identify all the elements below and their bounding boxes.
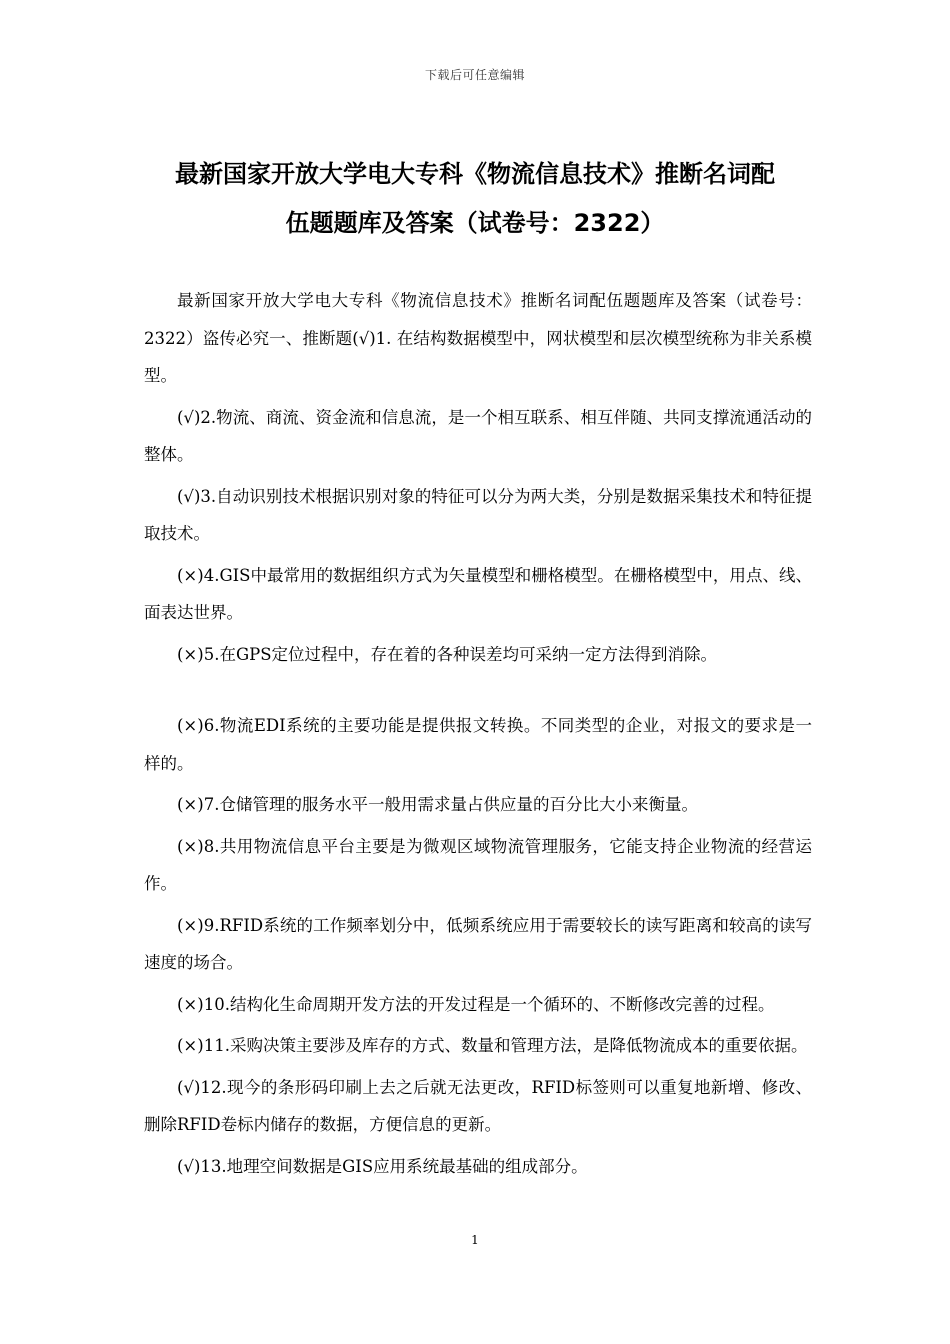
document-body	[144, 282, 812, 1189]
paragraph-item-12: (√)12.现今的条形码印刷上去之后就无法更改，RFID标签则可以重复地新增、修改、删除RFID卷标内储存的数据，方便信息的更新。	[144, 1077, 812, 1134]
paragraph-item-7: (×)7.仓储管理的服务水平一般用需求量占供应量的百分比大小来衡量。	[177, 795, 698, 814]
paragraph-item-3: (√)3.自动识别技术根据识别对象的特征可以分为两大类，分别是数据采集技术和特征提取技术。	[144, 486, 812, 543]
document-title	[100, 150, 850, 248]
page-number: 1	[471, 1233, 479, 1247]
paragraph-item-10: (×)10.结构化生命周期开发方法的开发过程是一个循环的、不断修改完善的过程。	[177, 994, 775, 1014]
paragraph-intro: 最新国家开放大学电大专科《物流信息技术》推断名词配伍题题库及答案（试卷号：2322）盗传必究一、推断题(√)1. 在结构数据模型中，网状模型和层次模型统称为非关系模型。	[144, 291, 812, 385]
paragraph-item-9: (×)9.RFID系统的工作频率划分中，低频系统应用于需要较长的读写距离和较高的读写速度的场合。	[144, 915, 812, 972]
header-note: 下载后可任意编辑	[424, 68, 525, 82]
paragraph-item-13: (√)13.地理空间数据是GIS应用系统最基础的组成部分。	[177, 1156, 588, 1176]
title-line-1: 最新国家开放大学电大专科《物流信息技术》推断名词配	[175, 160, 775, 188]
paragraph-item-6: (×)6.物流EDI系统的主要功能是提供报文转换。不同类型的企业，对报文的要求是一样的。	[144, 716, 812, 773]
paragraph-item-4: (×)4.GIS中最常用的数据组织方式为矢量模型和栅格模型。在栅格模型中，用点、线、面表达世界。	[144, 565, 812, 622]
paragraph-item-8: (×)8.共用物流信息平台主要是为微观区域物流管理服务，它能支持企业物流的经营运作。	[144, 836, 812, 893]
title-line-2: 伍题题库及答案（试卷号：2322）	[285, 209, 665, 237]
paragraph-item-5: (×)5.在GPS定位过程中，存在着的各种误差均可采纳一定方法得到消除。	[177, 644, 718, 664]
paragraph-item-11: (×)11.采购决策主要涉及库存的方式、数量和管理方法，是降低物流成本的重要依据。	[177, 1036, 808, 1055]
paragraph-item-2: (√)2.物流、商流、资金流和信息流，是一个相互联系、相互伴随、共同支撑流通活动的整体。	[144, 407, 812, 464]
